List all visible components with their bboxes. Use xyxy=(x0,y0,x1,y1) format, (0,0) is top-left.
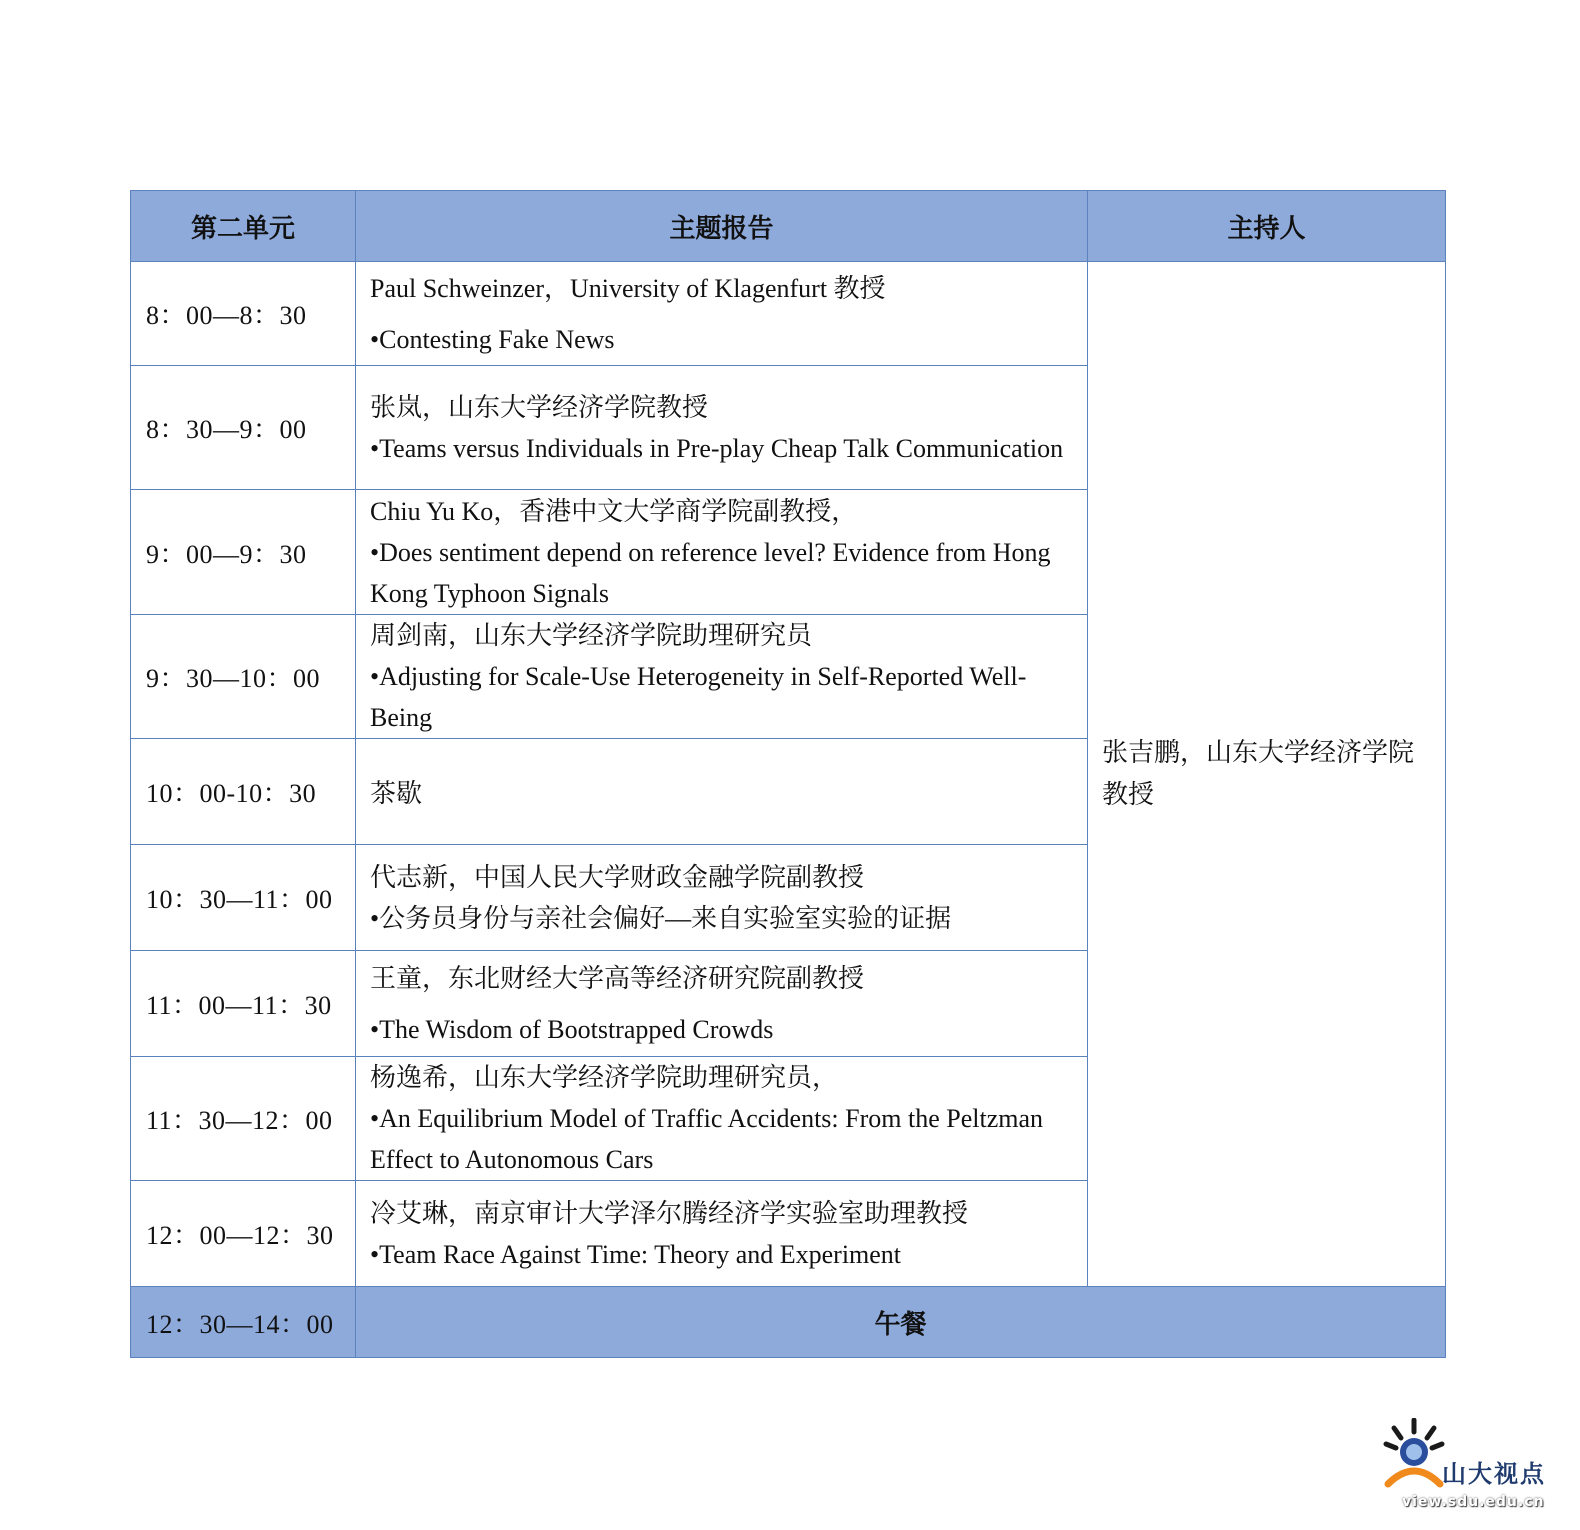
time-cell: 8：00—8：30 xyxy=(131,262,356,366)
time-cell: 10：30—11：00 xyxy=(131,845,356,951)
speaker-text: 冷艾琳，南京审计大学泽尔腾经济学实验室助理教授 xyxy=(370,1198,969,1228)
talk-title: •Adjusting for Scale-Use Heterogeneity in Self-Reported Well-Being xyxy=(370,662,1027,732)
time-cell: 11：00—11：30 xyxy=(131,951,356,1057)
talk-title: •The Wisdom of Bootstrapped Crowds xyxy=(370,1014,774,1044)
talk-cell xyxy=(356,366,1088,490)
speaker-text: 代志新，中国人民大学财政金融学院副教授 xyxy=(370,862,865,892)
time-cell: 9：00—9：30 xyxy=(131,490,356,615)
talk-cell xyxy=(356,1057,1088,1181)
time-cell: 8：30—9：00 xyxy=(131,366,356,490)
talk-cell xyxy=(356,615,1088,739)
time-cell: 9：30—10：00 xyxy=(131,615,356,739)
talk-title: •Contesting Fake News xyxy=(370,324,615,354)
lunch-time: 12：30—14：00 xyxy=(131,1287,356,1358)
speaker-text: 周剑南，山东大学经济学院助理研究员 xyxy=(370,621,813,650)
sdu-view-logo xyxy=(1382,1418,1567,1518)
speaker-text: Paul Schweinzer，University of Klagenfurt 教授 xyxy=(370,273,886,303)
header-host: 主持人 xyxy=(1088,191,1446,262)
talk-title: •公务员身份与亲社会偏好—来自实验室实验的证据 xyxy=(370,903,952,933)
lunch-row xyxy=(131,1287,1446,1358)
talk-title: •Teams versus Individuals in Pre-play Cheap Talk Communication xyxy=(370,433,1064,463)
talk-cell xyxy=(356,262,1088,366)
talk-title: •An Equilibrium Model of Traffic Accidents: From the Peltzman Effect to Autonomous Cars xyxy=(370,1104,1043,1174)
time-cell: 10：00-10：30 xyxy=(131,739,356,845)
logo-url: view.sdu.edu.cn xyxy=(1402,1494,1545,1510)
speaker-text: Chiu Yu Ko，香港中文大学商学院副教授， xyxy=(370,496,858,526)
host-cell: 张吉鹏，山东大学经济学院教授 xyxy=(1088,262,1446,1287)
time-cell: 11：30—12：00 xyxy=(131,1057,356,1181)
talk-title: •Does sentiment depend on reference level? Evidence from Hong Kong Typhoon Signals xyxy=(370,537,1051,608)
schedule-table xyxy=(130,190,1446,1358)
table-row xyxy=(131,262,1446,366)
table-header-row xyxy=(131,191,1446,262)
lunch-label: 午餐 xyxy=(356,1287,1446,1358)
talk-cell xyxy=(356,1181,1088,1287)
header-session: 第二单元 xyxy=(131,191,356,262)
talk-title: •Team Race Against Time: Theory and Experiment xyxy=(370,1239,902,1269)
time-cell: 12：00—12：30 xyxy=(131,1181,356,1287)
talk-cell xyxy=(356,845,1088,951)
talk-cell xyxy=(356,951,1088,1057)
speaker-text: 杨逸希，山东大学经济学院助理研究员， xyxy=(370,1063,839,1092)
speaker-text: 王童，东北财经大学高等经济研究院副教授 xyxy=(370,963,865,993)
speaker-text: 张岚，山东大学经济学院教授 xyxy=(370,392,709,422)
header-topic: 主题报告 xyxy=(356,191,1088,262)
tea-break-label: 茶歇 xyxy=(356,739,1088,845)
talk-cell xyxy=(356,490,1088,615)
logo-text: 山大视点 xyxy=(1442,1460,1546,1488)
